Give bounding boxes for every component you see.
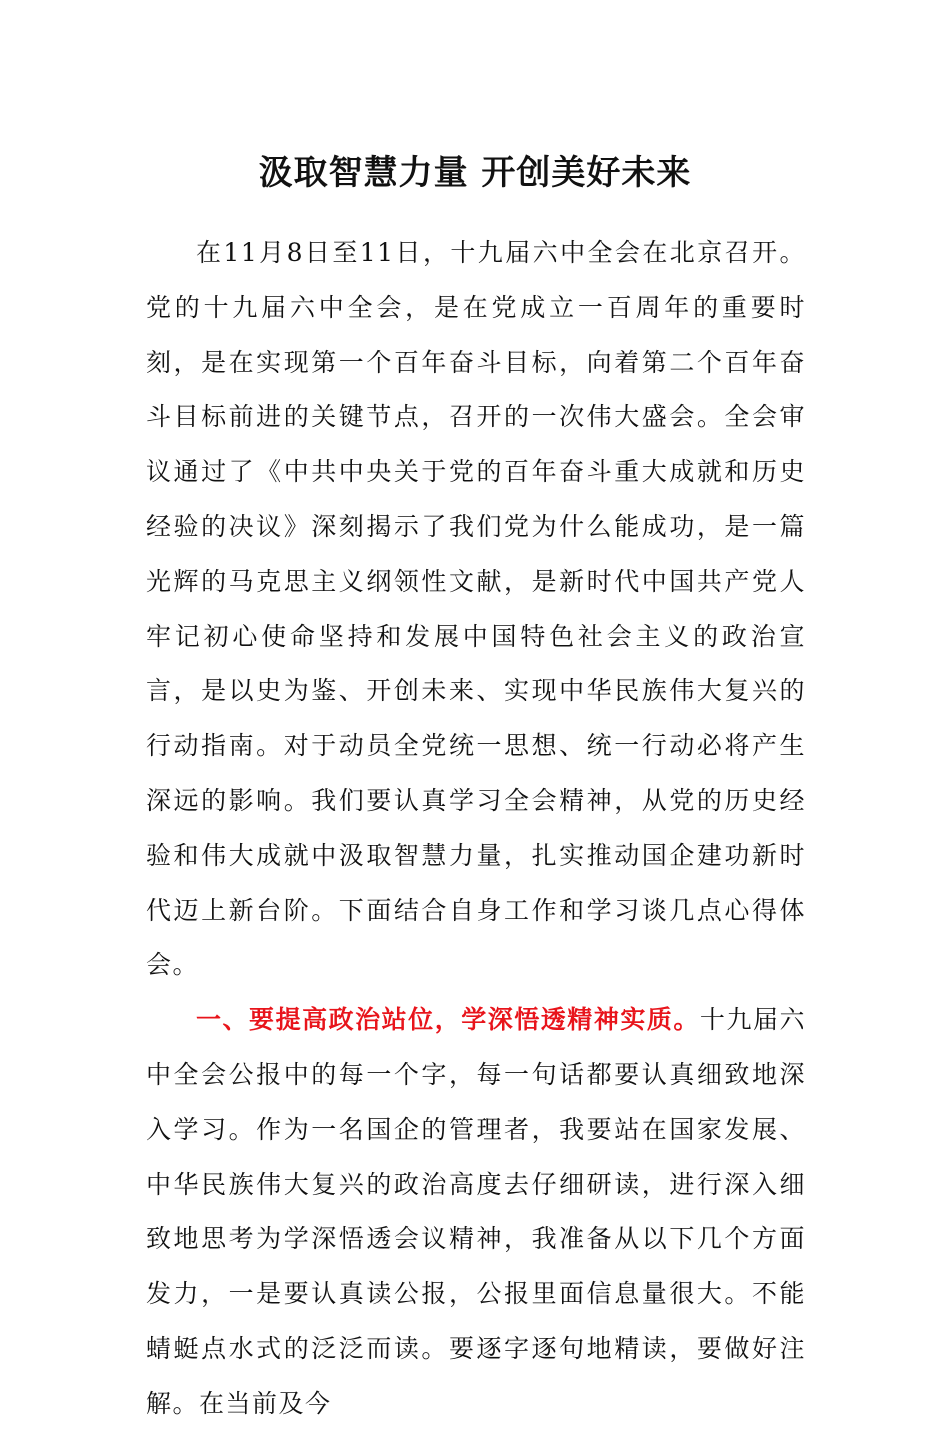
paragraph-intro: 在11月8日至11日，十九届六中全会在北京召开。党的十九届六中全会，是在党成立一百周年的重要时刻，是在实现第一个百年奋斗目标，向着第二个百年奋斗目标前进的关键节点，召开的一次伟大盛会。全会审议通过了《中共中央关于党的百年奋斗重大成就和历史经验的决议》深刻揭示了我们党为什么能成功，是一篇光辉的马克思主义纲领性文献，是新时代中国共产党人牢记初心使命坚持和发展中国特色社会主义的政治宣言，是以史为鉴、开创未来、实现中华民族伟大复兴的行动指南。对于动员全党统一思想、统一行动必将产生深远的影响。我们要认真学习全会精神，从党的历史经验和伟大成就中汲取智慧力量，扎实推动国企建功新时代迈上新台阶。下面结合自身工作和学习谈几点心得体会。 [146,238,806,980]
document-title: 汲取智慧力量 开创美好未来 [258,153,692,193]
section-one-text: 十九届六中全会公报中的每一个字，每一句话都要认真细致地深入学习。作为一名国企的管理者，我要站在国家发展、中华民族伟大复兴的政治高度去仔细研读，进行深入细致地思考为学深悟透会议精神，我准备从以下几个方面发力，一是要认真读公报，公报里面信息量很大。不能蜻蜓点水式的泛泛而读。要逐字逐句地精读，要做好注解。在当前及今 [146,1005,806,1418]
section-heading-one: 一、要提高政治站位，学深悟透精神实质。 [196,1005,700,1035]
paragraph-section-one [146,993,806,1431]
document-body [146,226,806,1432]
